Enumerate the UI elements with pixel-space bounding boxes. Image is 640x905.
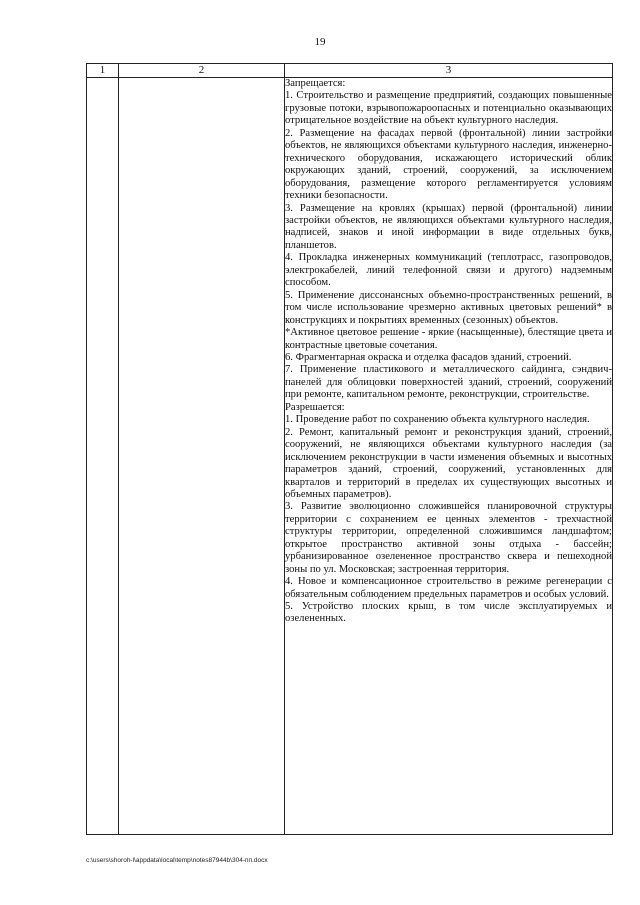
allowed-item-4: 4. Новое и компенсационное строительство в режиме регенерации с обязательным соблюдением предельных параметров и особых условий.	[285, 576, 612, 600]
prohibited-heading: Запрещается:	[285, 78, 346, 89]
table-header-row	[87, 64, 613, 78]
prohibited-footnote: *Активное цветовое решение - яркие (насыщенные), блестящие цвета и контрастные цветовые сочетания.	[285, 327, 612, 351]
column-header-2: 2	[119, 64, 285, 78]
prohibited-item-1: 1. Строительство и размещение предприятий, создающих повышенные грузовые потоки, взрывопожароопасных и потенциально оказывающих отрицательное воздействие на объект культурного наследия.	[285, 90, 612, 127]
allowed-item-3: 3. Развитие эволюционно сложившейся планировочной структуры территории с сохранением ее ценных элементов - трехчастной структуры территории, определенной сложившимся ландшафтом; открытое пространство активной зоны отдыха - бассейн; урбанизированное озелененное пространство сквера и пешеходной зоны по ул. Московская; застроенная территория.	[285, 501, 612, 575]
table-row	[87, 78, 613, 835]
cell-col3-regulations	[285, 78, 613, 835]
file-path-footer: c:\users\shoroh-l\appdata\local\temp\notes87944b\304-пп.docx	[86, 857, 268, 864]
allowed-item-5: 5. Устройство плоских крыш, в том числе эксплуатируемых и озелененных.	[285, 601, 612, 625]
prohibited-item-7: 7. Применение пластикового и металлического сайдинга, сэндвич-панелей для облицовки поверхностей зданий, строений, сооружений при ремонте, капитальном ремонте, реконструкции, строительстве.	[285, 364, 612, 401]
allowed-item-1: 1. Проведение работ по сохранению объекта культурного наследия.	[285, 414, 590, 426]
cell-col2	[119, 78, 285, 835]
prohibited-item-5: 5. Применение диссонансных объемно-пространственных решений, в том числе использование чрезмерно активных цветовых решений* в конструкциях и покрытиях временных (сезонных) объектов.	[285, 289, 612, 326]
page-number: 19	[314, 36, 326, 48]
regulations-table	[86, 63, 613, 835]
allowed-heading: Разрешается:	[285, 401, 345, 413]
prohibited-item-4: 4. Прокладка инженерных коммуникаций (теплотрасс, газопроводов, электрокабелей, линий телефонной связи и другого) надземным способом.	[285, 252, 612, 289]
prohibited-item-2: 2. Размещение на фасадах первой (фронтальной) линии застройки объектов, не являющихся объектами культурного наследия, инженерно-технического оборудования, искажающего исторический облик окружающих зданий, строений, сооружений, за исключением оборудования, размещение которого регламентируется условиям техники безопасности.	[285, 127, 612, 202]
prohibited-item-6: 6. Фрагментарная окраска и отделка фасадов зданий, строений.	[285, 351, 572, 363]
allowed-item-2: 2. Ремонт, капитальный ремонт и реконструкция зданий, строений, сооружений, не являющихся объектами культурного наследия (за исключением реконструкции в части изменения объемных и высотных параметров зданий, строений, сооружений, установленных для кварталов и территорий в пределах их существующих высотных и объемных параметров).	[285, 426, 612, 500]
column-header-1: 1	[87, 64, 119, 78]
column-header-3: 3	[285, 64, 613, 78]
cell-col1	[87, 78, 119, 835]
prohibited-item-3: 3. Размещение на кровлях (крышах) первой (фронтальной) линии застройки объектов, не являющихся объектами культурного наследия, надписей, знаков и иной информации в виде отдельных букв, планшетов.	[285, 202, 612, 251]
